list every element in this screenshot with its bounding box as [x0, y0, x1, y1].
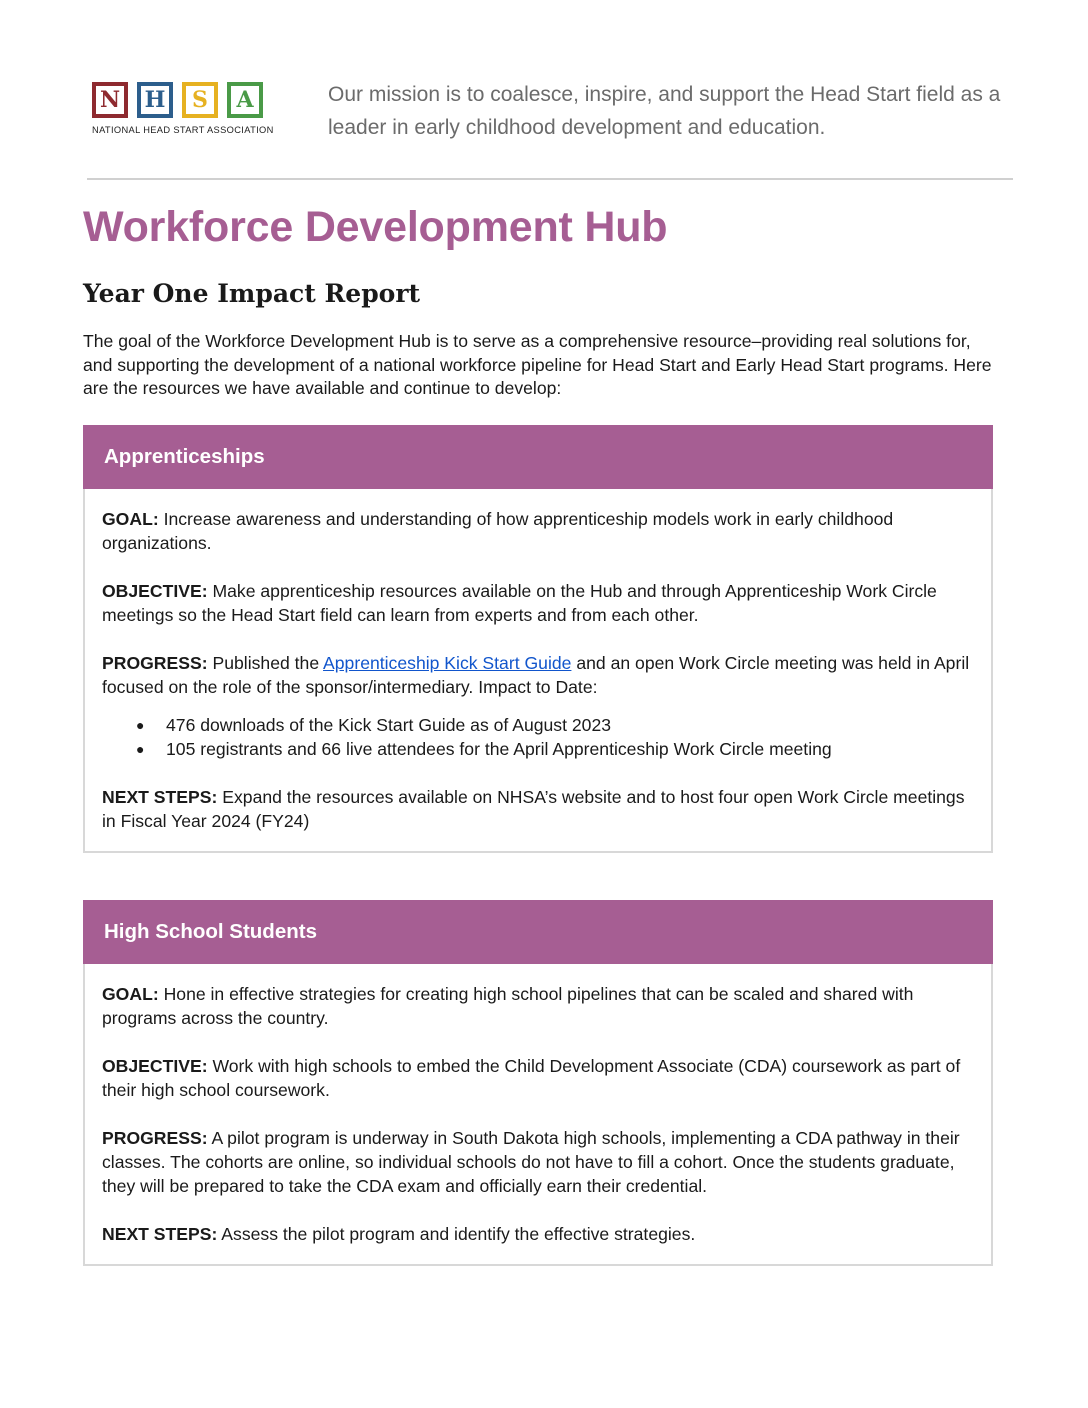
objective-label: OBJECTIVE:: [102, 1056, 208, 1076]
section-body: [85, 964, 991, 1264]
goal-paragraph: [102, 507, 974, 555]
progress-label: PROGRESS:: [102, 1128, 208, 1148]
kick-start-guide-link[interactable]: Apprenticeship Kick Start Guide: [323, 653, 572, 673]
page-title: Workforce Development Hub: [83, 203, 668, 251]
section-body: [85, 489, 991, 851]
logo-block-a: A: [227, 82, 263, 118]
next-steps-label: NEXT STEPS:: [102, 1224, 218, 1244]
progress-text: A pilot program is underway in South Dakota high schools, implementing a CDA pathway in their classes. The cohorts are online, so individual schools do not have to fill a cohort. Once the students graduate, they will be prepared to take the CDA exam and officially earn their credential.: [102, 1128, 960, 1196]
goal-text: Hone in effective strategies for creating high school pipelines that can be scaled and shared with programs across the country.: [102, 984, 914, 1028]
page-header: [92, 78, 1012, 148]
section-heading: High School Students: [83, 900, 993, 964]
intro-paragraph: The goal of the Workforce Development Hub is to serve as a comprehensive resource–providing real solutions for, and supporting the development of a national workforce pipeline for Head Start and Early Head Start programs. Here are the resources we have available and continue to develop:: [83, 331, 992, 398]
goal-label: GOAL:: [102, 984, 159, 1004]
objective-label: OBJECTIVE:: [102, 581, 208, 601]
progress-paragraph: [102, 1126, 974, 1198]
goal-paragraph: [102, 982, 974, 1030]
logo-letter-blocks: [92, 82, 294, 118]
next-steps-paragraph: [102, 785, 974, 833]
next-steps-paragraph: [102, 1222, 974, 1246]
objective-paragraph: [102, 579, 974, 627]
impact-list: [102, 713, 974, 761]
goal-label: GOAL:: [102, 509, 159, 529]
objective-text: Work with high schools to embed the Child Development Associate (CDA) coursework as part of their high school coursework.: [102, 1056, 961, 1100]
header-divider: [87, 178, 1013, 180]
nhsa-logo[interactable]: [92, 82, 294, 146]
logo-organization-name: NATIONAL HEAD START ASSOCIATION: [92, 125, 274, 135]
list-item: ● 476 downloads of the Kick Start Guide as of August 2023: [102, 713, 974, 737]
logo-block-n: N: [92, 82, 128, 118]
objective-text: Make apprenticeship resources available on the Hub and through Apprenticeship Work Circle meetings so the Head Start field can learn from experts and from each other.: [102, 581, 937, 625]
mission-statement: Our mission is to coalesce, inspire, and support the Head Start field as a leader in early childhood development and education.: [328, 83, 1001, 139]
section-card-apprenticeships: [83, 425, 993, 853]
next-steps-text: Assess the pilot program and identify the effective strategies.: [221, 1224, 696, 1244]
list-item: ● 105 registrants and 66 live attendees for the April Apprenticeship Work Circle meeting: [102, 737, 974, 761]
logo-block-h: H: [137, 82, 173, 118]
section-card-high-school-students: [83, 900, 993, 1266]
progress-text-after: and an open Work Circle meeting was held in April focused on the role of the sponsor/intermediary. Impact to Date:: [102, 653, 970, 697]
next-steps-label: NEXT STEPS:: [102, 787, 218, 807]
progress-label: PROGRESS:: [102, 653, 208, 673]
next-steps-text: Expand the resources available on NHSA’s website and to host four open Work Circle meetings in Fiscal Year 2024 (FY24): [102, 787, 965, 831]
logo-block-s: S: [182, 82, 218, 118]
section-heading: Apprenticeships: [83, 425, 993, 489]
objective-paragraph: [102, 1054, 974, 1102]
progress-text-before: Published the: [212, 653, 320, 673]
goal-text: Increase awareness and understanding of how apprenticeship models work in early childhood organizations.: [102, 509, 894, 553]
page-subtitle: Year One Impact Report: [83, 279, 421, 308]
progress-paragraph: [102, 651, 974, 699]
